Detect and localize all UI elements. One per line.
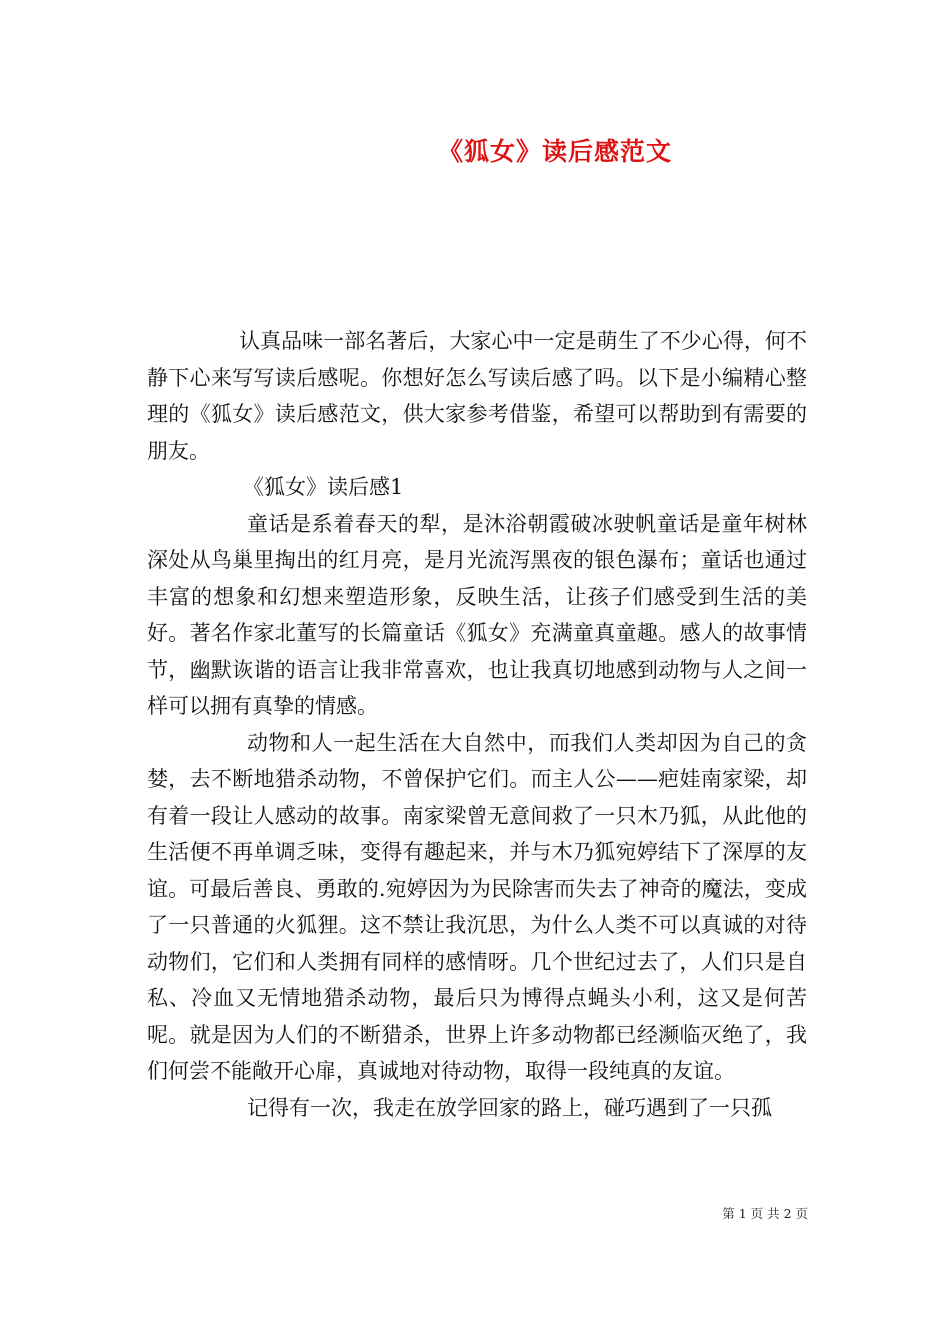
section-heading: 《狐女》读后感1 bbox=[243, 475, 404, 499]
document-body bbox=[147, 323, 807, 1126]
intro-paragraph: 认真品味一部名著后，大家心中一定是萌生了不少心得，何不静下心来写写读后感呢。你想好怎么写读后感了吗。以下是小编精心整理的《狐女》读后感范文，供大家参考借鉴，希望可以帮助到有需要的朋友。 bbox=[147, 329, 807, 463]
body-paragraph: 记得有一次，我走在放学回家的路上，碰巧遇到了一只孤 bbox=[247, 1095, 772, 1120]
page-title: 《狐女》读后感范文 bbox=[437, 137, 672, 166]
body-paragraph: 动物和人一起生活在大自然中，而我们人类却因为自己的贪婪，去不断地猎杀动物，不曾保护它们。而主人公——疤娃南家梁，却有着一段让人感动的故事。南家梁曾无意间救了一只木乃狐，从此他的生活便不再单调乏味，变得有趣起来，并与木乃狐宛婷结下了深厚的友谊。可最后善良、勇敢的.宛婷因为为民除害而失去了神奇的魔法，变成了一只普通的火狐狸。这不禁让我沉思，为什么人类不可以真诚的对待动物们，它们和人类拥有同样的感情呀。几个世纪过去了，人们只是自私、冷血又无情地猎杀动物，最后只为博得点蝇头小利，这又是何苦呢。就是因为人们的不断猎杀，世界上许多动物都已经濒临灭绝了，我们何尝不能敞开心扉，真诚地对待动物，取得一段纯真的友谊。 bbox=[147, 730, 807, 1083]
body-paragraph: 童话是系着春天的犁，是沐浴朝霞破冰驶帆童话是童年树林深处从鸟巢里掏出的红月亮，是月光流泻黑夜的银色瀑布；童话也通过丰富的想象和幻想来塑造形象，反映生活，让孩子们感受到生活的美好。著名作家北董写的长篇童话《狐女》充满童真童趣。感人的故事情节，幽默诙谐的语言让我非常喜欢，也让我真切地感到动物与人之间一样可以拥有真挚的情感。 bbox=[147, 511, 807, 718]
page-footer: 第 1 页 共 2 页 bbox=[722, 1206, 808, 1221]
